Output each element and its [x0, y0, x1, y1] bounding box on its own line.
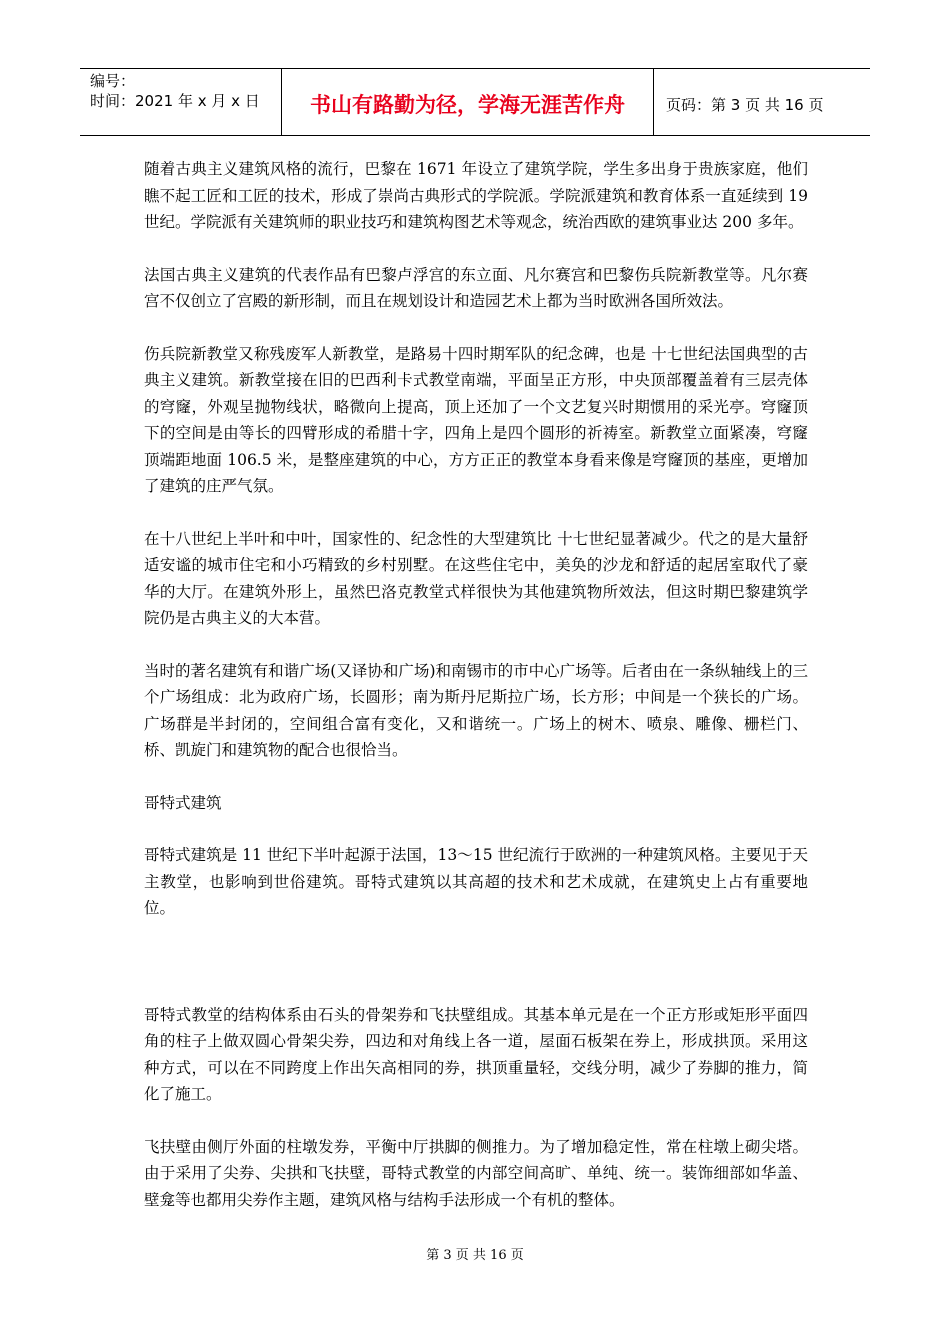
paragraph: 在十八世纪上半叶和中叶，国家性的、纪念性的大型建筑比 十七世纪显著减少。代之的是大量舒适安谧的城市住宅和小巧精致的乡村别墅。在这些住宅中，美奂的沙龙和舒适的起居室取代了豪华的大厅。在建筑外形上，虽然巴洛克教堂式样很快为其他建筑物所效法，但这时期巴黎建筑学院仍是古典主义的大本营。: [144, 529, 808, 627]
document-body: [144, 156, 808, 1239]
section-heading: 哥特式建筑: [144, 793, 222, 812]
page-footer: 第 3 页 共 16 页: [426, 1248, 524, 1263]
paragraph: 哥特式建筑是 11 世纪下半叶起源于法国，13～15 世纪流行于欧洲的一种建筑风格。主要见于天主教堂，也影响到世俗建筑。哥特式建筑以其高超的技术和艺术成就，在建筑史上占有重要地位。: [144, 846, 808, 917]
header-meta: [80, 69, 282, 135]
paragraph: 飞扶壁由侧厅外面的柱墩发券，平衡中厅拱脚的侧推力。为了增加稳定性，常在柱墩上砌尖塔。由于采用了尖券、尖拱和飞扶壁，哥特式教堂的内部空间高旷、单纯、统一。装饰细部如华盖、壁龛等也都用尖券作主题，建筑风格与结构手法形成一个有机的整体。: [144, 1137, 808, 1209]
paragraph: 当时的著名建筑有和谐广场(又译协和广场)和南锡市的市中心广场等。后者由在一条纵轴线上的三个广场组成：北为政府广场，长圆形；南为斯丹尼斯拉广场，长方形；中间是一个狭长的广场。广场群是半封闭的，空间组合富有变化，又和谐统一。广场上的树木、喷泉、雕像、栅栏门、桥、凯旋门和建筑物的配合也很恰当。: [144, 661, 808, 759]
page-header: [80, 68, 870, 136]
date-line: 时间：2021 年 x 月 x 日: [90, 92, 260, 110]
paragraph: 哥特式教堂的结构体系由石头的骨架券和飞扶壁组成。其基本单元是在一个正方形或矩形平面四角的柱子上做双圆心骨架尖券，四边和对角线上各一道，屋面石板架在券上，形成拱顶。采用这种方式，可以在不同跨度上作出矢高相同的券，拱顶重量轻，交线分明，减少了券脚的推力，简化了施工。: [144, 1005, 808, 1103]
paragraph: 伤兵院新教堂又称残废军人新教堂，是路易十四时期军队的纪念碑，也是 十七世纪法国典型的古典主义建筑。新教堂接在旧的巴西利卡式教堂南端，平面呈正方形，中央顶部覆盖着有三层壳体的穹窿，外观呈抛物线状，略微向上提高，顶上还加了一个文艺复兴时期惯用的采光亭。穹窿顶下的空间是由等长的四臂形成的希腊十字，四角上是四个圆形的祈祷室。新教堂立面紧凑，穹窿顶端距地面 106.5 米，是整座建筑的中心，方方正正的教堂本身看来像是穹窿顶的基座，更增加了建筑的庄严气氛。: [144, 344, 808, 495]
serial-label: 编号：: [90, 72, 136, 90]
paragraph: 法国古典主义建筑的代表作品有巴黎卢浮宫的东立面、凡尔赛宫和巴黎伤兵院新教堂等。凡尔赛宫不仅创立了宫殿的新形制，而且在规划设计和造园艺术上都为当时欧洲各国所效法。: [144, 265, 808, 310]
header-motto: 书山有路勤为径，学海无涯苦作舟: [282, 69, 654, 135]
header-page-info: 页码：第 3 页 共 16 页: [666, 95, 824, 114]
paragraph: 随着古典主义建筑风格的流行，巴黎在 1671 年设立了建筑学院，学生多出身于贵族家庭，他们瞧不起工匠和工匠的技术，形成了崇尚古典形式的学院派。学院派建筑和教育体系一直延续到 19 世纪。学院派有关建筑师的职业技巧和建筑构图艺术等观念，统治西欧的建筑事业达 200 多年。: [144, 160, 808, 231]
